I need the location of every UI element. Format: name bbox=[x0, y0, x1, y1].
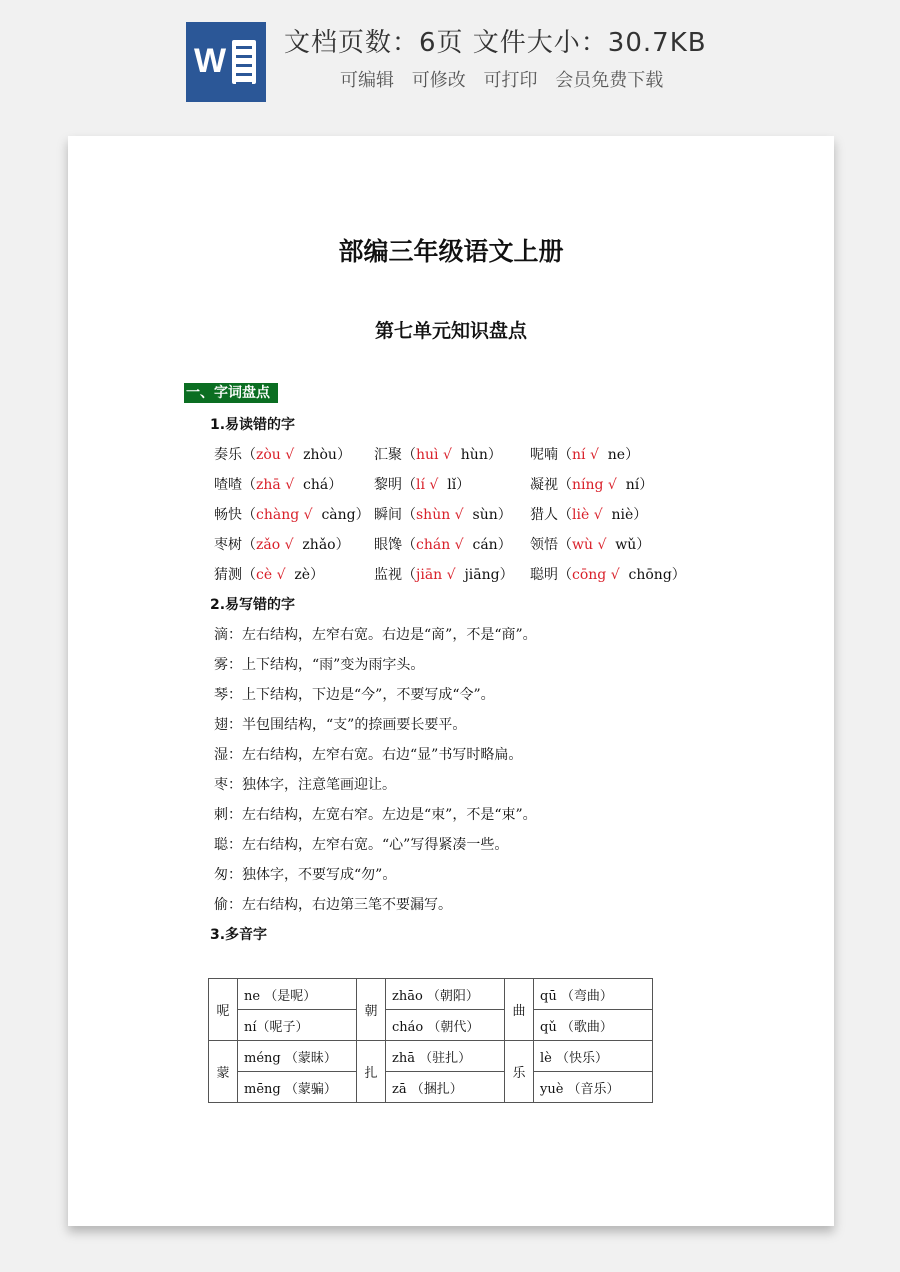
word: 监视（ bbox=[374, 567, 416, 583]
polyphone-reading: yuè （音乐） bbox=[534, 1072, 653, 1103]
correct-pinyin: huì √ bbox=[416, 447, 452, 463]
polyphone-char: 曲 bbox=[505, 979, 534, 1041]
correct-pinyin: shùn √ bbox=[416, 507, 464, 523]
word: 领悟（ bbox=[530, 537, 572, 553]
word: 猎人（ bbox=[530, 507, 572, 523]
word: 喳喳（ bbox=[214, 477, 256, 493]
wrong-pinyin: jiāng） bbox=[455, 567, 514, 583]
wrong-pinyin: chá） bbox=[294, 477, 343, 493]
pronunciation-item bbox=[374, 474, 470, 494]
writing-note: 雾：上下结构，“雨”变为雨字头。 bbox=[214, 657, 425, 673]
polyphone-reading: méng （蒙昧） bbox=[238, 1041, 357, 1072]
wrong-pinyin: cán） bbox=[463, 537, 512, 553]
correct-pinyin: liè √ bbox=[572, 507, 603, 523]
polyphone-char: 呢 bbox=[209, 979, 238, 1041]
word: 黎明（ bbox=[374, 477, 416, 493]
document-title: 部编三年级语文上册 bbox=[338, 237, 564, 266]
word: 汇聚（ bbox=[374, 447, 416, 463]
pronunciation-item bbox=[214, 504, 370, 524]
tag-modifiable: 可修改 bbox=[411, 70, 466, 91]
wrong-pinyin: niè） bbox=[602, 507, 648, 523]
pronunciation-item bbox=[214, 534, 350, 554]
polyphone-reading: qǔ （歌曲） bbox=[534, 1010, 653, 1041]
correct-pinyin: lí √ bbox=[416, 477, 439, 493]
table-row bbox=[209, 1041, 653, 1072]
correct-pinyin: jiān √ bbox=[416, 567, 456, 583]
word: 凝视（ bbox=[530, 477, 572, 493]
pronunciation-item bbox=[374, 564, 514, 584]
wrong-pinyin: ne） bbox=[598, 447, 640, 463]
table-row bbox=[209, 1010, 653, 1041]
polyphone-reading: zhāo （朝阳） bbox=[386, 979, 505, 1010]
polyphone-reading: ní（呢子） bbox=[238, 1010, 357, 1041]
writing-note: 枣：独体字，注意笔画迎让。 bbox=[214, 777, 396, 793]
wrong-pinyin: zhòu） bbox=[294, 447, 351, 463]
pronunciation-item bbox=[530, 474, 653, 494]
writing-note: 琴：上下结构，下边是“今”，不要写成“令”。 bbox=[214, 687, 495, 703]
correct-pinyin: zǎo √ bbox=[256, 537, 294, 553]
word: 奏乐（ bbox=[214, 447, 256, 463]
section-heading: 一、字词盘点 bbox=[184, 383, 278, 403]
wrong-pinyin: lǐ） bbox=[438, 477, 471, 493]
wrong-pinyin: càng） bbox=[312, 507, 370, 523]
document-subtitle: 第七单元知识盘点 bbox=[374, 320, 527, 342]
pronunciation-item bbox=[530, 534, 650, 554]
pronunciation-item bbox=[374, 534, 512, 554]
writing-note: 匆：独体字，不要写成“勿”。 bbox=[214, 867, 397, 883]
word: 瞬间（ bbox=[374, 507, 416, 523]
writing-note: 滴：左右结构，左窄右宽。右边是“啇”，不是“商”。 bbox=[214, 627, 537, 643]
word: 眼馋（ bbox=[374, 537, 416, 553]
pronunciation-item bbox=[530, 564, 686, 584]
polyphone-reading: ne （是呢） bbox=[238, 979, 357, 1010]
pronunciation-item bbox=[530, 444, 639, 464]
feature-tags bbox=[340, 66, 675, 92]
correct-pinyin: wù √ bbox=[572, 537, 607, 553]
writing-note: 湿：左右结构，左窄右宽。右边“显”书写时略扁。 bbox=[214, 747, 523, 763]
tag-member-download: 会员免费下载 bbox=[555, 70, 664, 91]
wrong-pinyin: zè） bbox=[285, 567, 325, 583]
polyphone-reading: qū （弯曲） bbox=[534, 979, 653, 1010]
polyphone-reading: mēng （蒙骗） bbox=[238, 1072, 357, 1103]
polyphone-table bbox=[208, 978, 653, 1103]
pronunciation-item bbox=[214, 444, 351, 464]
writing-note: 偷：左右结构，右边第三笔不要漏写。 bbox=[214, 897, 452, 913]
correct-pinyin: chán √ bbox=[416, 537, 464, 553]
correct-pinyin: zòu √ bbox=[256, 447, 295, 463]
correct-pinyin: chàng √ bbox=[256, 507, 313, 523]
word: 聪明（ bbox=[530, 567, 572, 583]
word: 畅快（ bbox=[214, 507, 256, 523]
document-page bbox=[68, 136, 834, 1226]
wrong-pinyin: chōng） bbox=[619, 567, 686, 583]
pronunciation-item bbox=[530, 504, 647, 524]
tag-printable: 可打印 bbox=[483, 70, 538, 91]
document-info: 文档页数：6页 文件大小：30.7KB bbox=[284, 28, 707, 58]
word-document-icon: W bbox=[186, 22, 266, 102]
polyphone-char: 蒙 bbox=[209, 1041, 238, 1103]
correct-pinyin: zhā √ bbox=[256, 477, 295, 493]
writing-note: 聪：左右结构，左窄右宽。“心”写得紧凑一些。 bbox=[214, 837, 509, 853]
wrong-pinyin: zhǎo） bbox=[293, 537, 350, 553]
polyphone-char: 乐 bbox=[505, 1041, 534, 1103]
correct-pinyin: ní √ bbox=[572, 447, 599, 463]
subheading-miswritten: 2.易写错的字 bbox=[210, 597, 296, 613]
writing-note: 翅：半包围结构，“支”的捺画要长要平。 bbox=[214, 717, 467, 733]
table-row bbox=[209, 1072, 653, 1103]
pronunciation-item bbox=[374, 504, 512, 524]
subheading-misread: 1.易读错的字 bbox=[210, 417, 296, 433]
correct-pinyin: cè √ bbox=[256, 567, 286, 583]
wrong-pinyin: sùn） bbox=[463, 507, 512, 523]
table-row bbox=[209, 979, 653, 1010]
writing-note: 刺：左右结构，左宽右窄。左边是“朿”，不是“束”。 bbox=[214, 807, 537, 823]
tag-editable: 可编辑 bbox=[340, 70, 394, 91]
polyphone-reading: cháo （朝代） bbox=[386, 1010, 505, 1041]
pronunciation-item bbox=[214, 564, 324, 584]
polyphone-char: 扎 bbox=[357, 1041, 386, 1103]
correct-pinyin: cōng √ bbox=[572, 567, 620, 583]
polyphone-reading: zhā （驻扎） bbox=[386, 1041, 505, 1072]
correct-pinyin: níng √ bbox=[572, 477, 617, 493]
pronunciation-item bbox=[374, 444, 502, 464]
wrong-pinyin: hùn） bbox=[451, 447, 502, 463]
subheading-polyphones: 3.多音字 bbox=[210, 927, 268, 943]
pronunciation-item bbox=[214, 474, 342, 494]
polyphone-reading: lè （快乐） bbox=[534, 1041, 653, 1072]
word: 枣树（ bbox=[214, 537, 256, 553]
polyphone-reading: zā （捆扎） bbox=[386, 1072, 505, 1103]
wrong-pinyin: ní） bbox=[616, 477, 654, 493]
header-banner bbox=[0, 0, 900, 120]
word: 呢喃（ bbox=[530, 447, 572, 463]
word: 猜测（ bbox=[214, 567, 256, 583]
polyphone-char: 朝 bbox=[357, 979, 386, 1041]
wrong-pinyin: wǔ） bbox=[606, 537, 651, 553]
